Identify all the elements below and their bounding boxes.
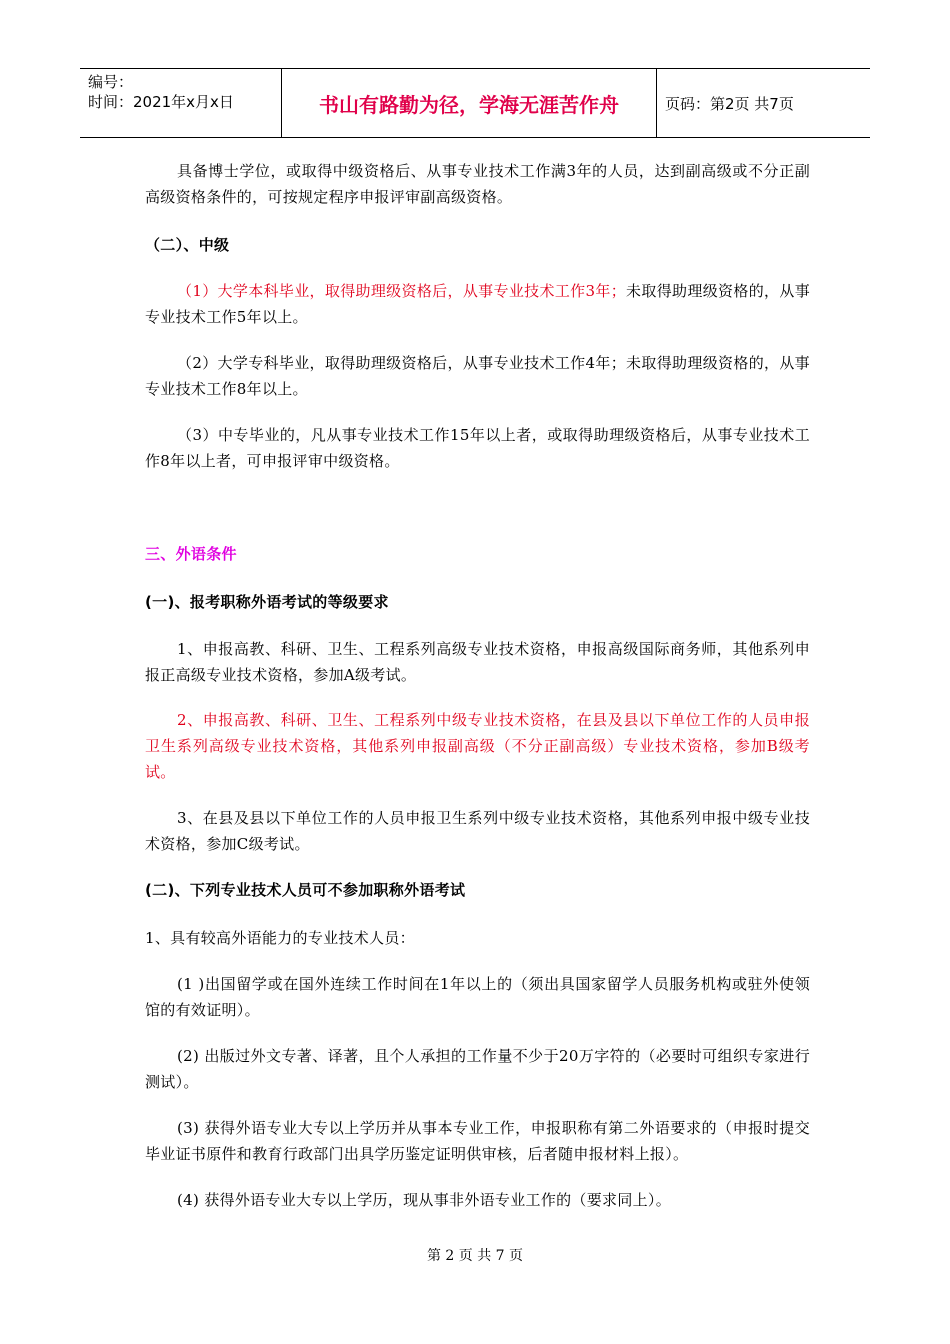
paragraph-level-c: 3、在县及县以下单位工作的人员申报卫生系列中级专业技术资格，其他系列申报中级专业技术资格，参加C级考试。 [145,809,810,853]
paragraph-exemption-3: (3) 获得外语专业大专以上学历并从事本专业工作，申报职称有第二外语要求的（申报时提交毕业证书原件和教育行政部门出具学历鉴定证明供审核，后者随申报材料上报）。 [145,1119,810,1163]
heading-intermediate: （二）、中级 [145,236,230,254]
page-footer: 第 2 页 共 7 页 [426,1248,524,1264]
heading-exemptions: (二)、下列专业技术人员可不参加职称外语考试 [145,881,466,899]
paragraph-high-ability: 1、具有较高外语能力的专业技术人员： [145,929,415,947]
paragraph-exemption-2: (2) 出版过外文专著、译著，且个人承担的工作量不少于20万字符的（必要时可组织专家进行测试）。 [145,1047,810,1091]
date-label: 时间：2021年x月x日 [88,93,234,111]
page-header [80,68,870,138]
paragraph-technical-school: （3）中专毕业的，凡从事专业技术工作15年以上者，或取得助理级资格后，从事专业技术工作8年以上者，可申报评审中级资格。 [145,426,810,470]
paragraph-level-a: 1、申报高教、科研、卫生、工程系列高级专业技术资格，申报高级国际商务师，其他系列申报正高级专业技术资格，参加A级考试。 [145,640,810,684]
number-label: 编号： [88,73,134,91]
paragraph-doctor-qualification: 具备博士学位，或取得中级资格后、从事专业技术工作满3年的人员，达到副高级或不分正副高级资格条件的，可按规定程序申报评审副高级资格。 [145,162,810,206]
paragraph-exemption-1: (1 )出国留学或在国外连续工作时间在1年以上的（须出具国家留学人员服务机构或驻外使领馆的有效证明）。 [145,975,810,1019]
paragraph-bachelor-highlight: （1）大学本科毕业，取得助理级资格后，从事专业技术工作3年； [177,282,627,300]
header-motto: 书山有路勤为径，学海无涯苦作舟 [282,69,657,137]
header-page-label: 页码：第2页 共7页 [665,94,794,113]
header-meta [80,69,282,137]
heading-exam-levels: (一)、报考职称外语考试的等级要求 [145,593,389,611]
paragraph-bachelor [145,278,810,330]
heading-foreign-language: 三、外语条件 [145,545,237,563]
paragraph-college: （2）大学专科毕业，取得助理级资格后，从事专业技术工作4年；未取得助理级资格的，从事专业技术工作8年以上。 [145,354,810,398]
paragraph-level-b: 2、申报高教、科研、卫生、工程系列中级专业技术资格，在县及县以下单位工作的人员申报卫生系列高级专业技术资格，其他系列申报副高级（不分正副高级）专业技术资格，参加B级考试。 [145,711,810,781]
paragraph-exemption-4: (4) 获得外语专业大专以上学历，现从事非外语专业工作的（要求同上）。 [177,1191,672,1209]
paragraph-bachelor-rest: 未取得助理级资格的，从事专业技术工作5年以上。 [145,282,810,326]
